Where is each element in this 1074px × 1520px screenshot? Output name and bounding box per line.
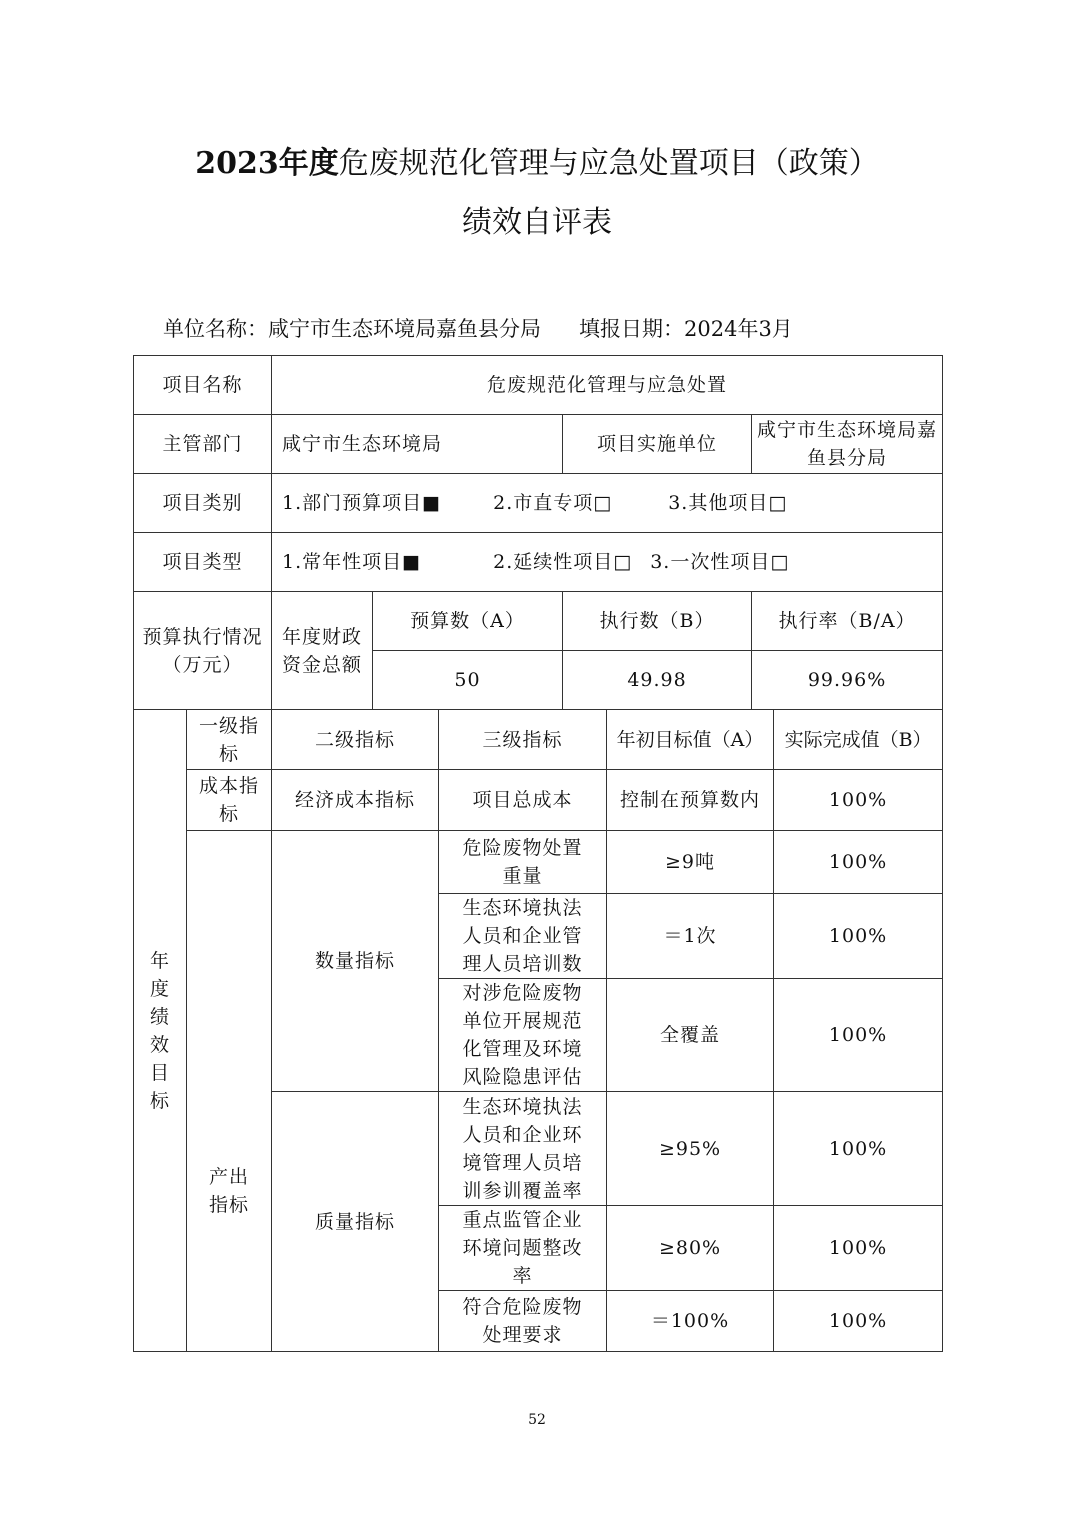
header-actual: 实际完成值（B） bbox=[774, 710, 943, 770]
row-3-target: ≥95% bbox=[607, 1092, 774, 1206]
budget-label: 预算执行情况（万元） bbox=[134, 592, 272, 710]
budget-val-a: 50 bbox=[373, 651, 563, 710]
cost-target: 控制在预算数内 bbox=[607, 770, 774, 831]
category-option-3: 3.其他项目□ bbox=[668, 492, 788, 514]
annual-goal-label: 年度绩效目标 bbox=[134, 710, 187, 1352]
cost-row bbox=[134, 770, 943, 831]
header-target: 年初目标值（A） bbox=[607, 710, 774, 770]
budget-header-row bbox=[134, 592, 943, 651]
category-option-1: 1.部门预算项目■ bbox=[282, 492, 442, 514]
budget-val-b: 49.98 bbox=[563, 651, 752, 710]
project-name-value: 危废规范化管理与应急处置 bbox=[272, 356, 943, 415]
type-option-3: 3.一次性项目□ bbox=[650, 551, 790, 573]
row-1-level3: 生态环境执法人员和企业管理人员培训数 bbox=[439, 894, 607, 979]
row-5-actual: 100% bbox=[774, 1291, 943, 1352]
row-0-level3: 危险废物处置重量 bbox=[439, 831, 607, 894]
cost-level1: 成本指标 bbox=[187, 770, 272, 831]
category-option-2: 2.市直专项□ bbox=[493, 492, 613, 514]
unit-name: 单位名称：咸宁市生态环境局嘉鱼县分局 bbox=[163, 317, 541, 341]
quality-level2: 质量指标 bbox=[272, 1092, 439, 1352]
title-year: 2023年度 bbox=[195, 146, 339, 181]
type-label: 项目类型 bbox=[134, 533, 272, 592]
row-4-level3: 重点监管企业环境问题整改率 bbox=[439, 1206, 607, 1291]
project-name-label: 项目名称 bbox=[134, 356, 272, 415]
meta-line bbox=[163, 313, 793, 343]
type-option-1: 1.常年性项目■ bbox=[282, 551, 422, 573]
page-number: 52 bbox=[528, 1412, 546, 1428]
cost-level3: 项目总成本 bbox=[439, 770, 607, 831]
row-4-actual: 100% bbox=[774, 1206, 943, 1291]
row-2-level3: 对涉危险废物单位开展规范化管理及环境风险隐患评估 bbox=[439, 979, 607, 1092]
indicator-row bbox=[134, 831, 943, 894]
row-3-level3: 生态环境执法人员和企业环境管理人员培训参训覆盖率 bbox=[439, 1092, 607, 1206]
category-row bbox=[134, 474, 943, 533]
budget-col-rate: 执行率（B/A） bbox=[752, 592, 943, 651]
row-1-target: ＝1次 bbox=[607, 894, 774, 979]
cost-level2: 经济成本指标 bbox=[272, 770, 439, 831]
fill-date: 填报日期：2024年3月 bbox=[579, 317, 793, 341]
budget-col-b: 执行数（B） bbox=[563, 592, 752, 651]
row-5-level3: 符合危险废物处理要求 bbox=[439, 1291, 607, 1352]
header-level3: 三级指标 bbox=[439, 710, 607, 770]
row-1-actual: 100% bbox=[774, 894, 943, 979]
category-label: 项目类别 bbox=[134, 474, 272, 533]
category-options bbox=[272, 474, 943, 533]
title-project: 危废规范化管理与应急处置项目（政策） bbox=[338, 146, 879, 181]
quantity-level2: 数量指标 bbox=[272, 831, 439, 1092]
row-2-target: 全覆盖 bbox=[607, 979, 774, 1092]
indicator-header-row bbox=[134, 710, 943, 770]
type-options bbox=[272, 533, 943, 592]
impl-label: 项目实施单位 bbox=[563, 415, 752, 474]
impl-value: 咸宁市生态环境局嘉鱼县分局 bbox=[752, 415, 943, 474]
dept-row bbox=[134, 415, 943, 474]
dept-value: 咸宁市生态环境局 bbox=[272, 415, 563, 474]
document-subtitle: 绩效自评表 bbox=[462, 205, 612, 240]
type-option-2: 2.延续性项目□ bbox=[493, 551, 633, 573]
header-level1: 一级指标 bbox=[187, 710, 272, 770]
type-row bbox=[134, 533, 943, 592]
document-title bbox=[0, 138, 1074, 182]
project-name-row bbox=[134, 356, 943, 415]
output-level1: 产出指标 bbox=[187, 831, 272, 1352]
fund-total-label: 年度财政资金总额 bbox=[272, 592, 373, 710]
evaluation-table bbox=[133, 355, 943, 1352]
row-2-actual: 100% bbox=[774, 979, 943, 1092]
cost-actual: 100% bbox=[774, 770, 943, 831]
row-4-target: ≥80% bbox=[607, 1206, 774, 1291]
dept-label: 主管部门 bbox=[134, 415, 272, 474]
budget-val-rate: 99.96% bbox=[752, 651, 943, 710]
row-5-target: ＝100% bbox=[607, 1291, 774, 1352]
row-0-actual: 100% bbox=[774, 831, 943, 894]
row-3-actual: 100% bbox=[774, 1092, 943, 1206]
budget-col-a: 预算数（A） bbox=[373, 592, 563, 651]
row-0-target: ≥9吨 bbox=[607, 831, 774, 894]
header-level2: 二级指标 bbox=[272, 710, 439, 770]
